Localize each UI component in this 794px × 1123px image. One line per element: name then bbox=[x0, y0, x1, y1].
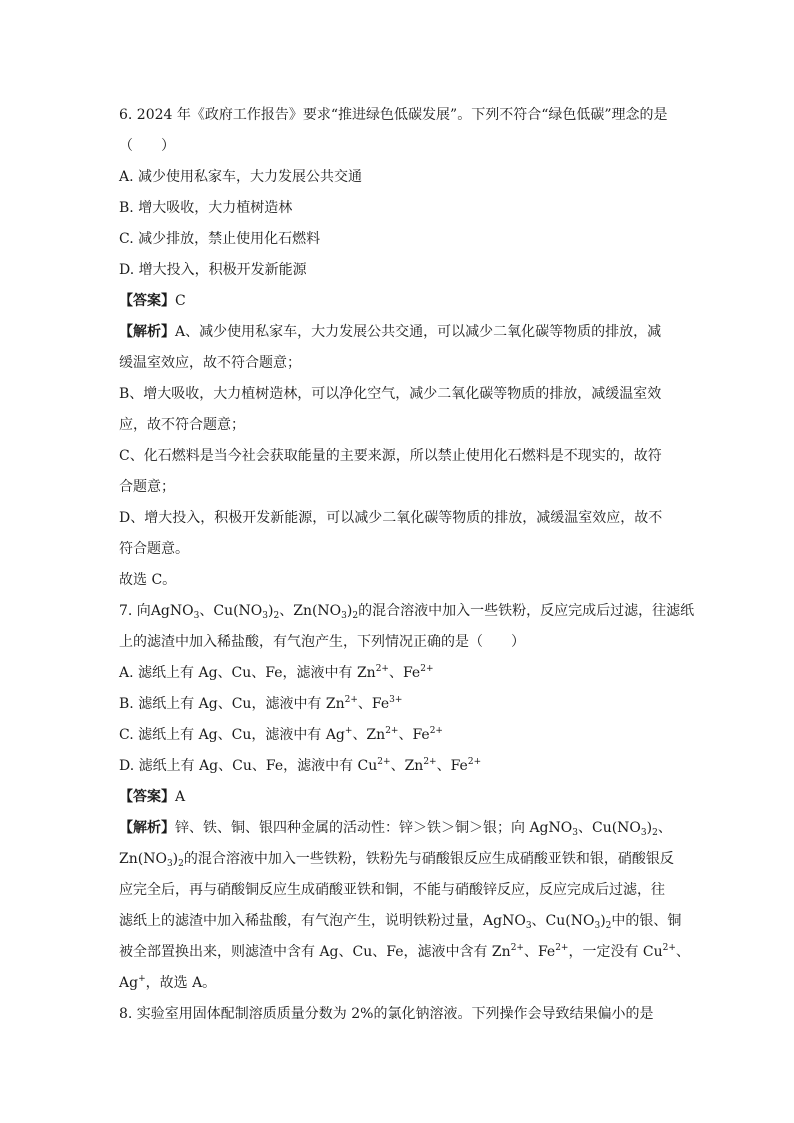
answer-label: 【答案】 bbox=[119, 789, 175, 805]
q7-analysis-line-6: Ag+，故选 A。 bbox=[119, 974, 217, 991]
q7-analysis-line-5: 被全部置换出来，则滤渣中含有 Ag、Cu、Fe，滤液中含有 $Zn^{2+}$、$Fe^{2+}$，一定没有 $Cu^{2+}$、 bbox=[119, 943, 690, 960]
q6-option-d: D. 增大投入，积极开发新能源 bbox=[119, 262, 307, 278]
q6-analysis-line-6: 合题意； bbox=[119, 479, 175, 495]
answer-value: C bbox=[175, 293, 186, 309]
q6-answer bbox=[119, 286, 679, 317]
q7-answer bbox=[119, 782, 679, 813]
analysis-text: A、减少使用私家车，大力发展公共交通，可以减少二氧化碳等物质的排放，减 bbox=[175, 324, 662, 340]
q6-analysis-line-5: C、化石燃料是当今社会获取能量的主要来源，所以禁止使用化石燃料是不现实的，故符 bbox=[119, 448, 662, 464]
q7-analysis-line-3: 应完全后，再与硝酸铜反应生成硝酸亚铁和铜，不能与硝酸锌反应，反应完成后过滤，往 bbox=[119, 882, 665, 898]
q8-stem-line-1: 8. 实验室用固体配制溶质质量分数为 2%的氯化钠溶液。下列操作会导致结果偏小的是 bbox=[119, 1006, 654, 1022]
q6-option-c: C. 减少排放，禁止使用化石燃料 bbox=[119, 231, 321, 247]
q6-analysis-line-7: D、增大投入，积极开发新能源，可以减少二氧化碳等物质的排放，减缓温室效应，故不 bbox=[119, 510, 663, 526]
exam-page bbox=[119, 100, 695, 1030]
q7-analysis-line-2: $Zn(NO_3)_2$的混合溶液中加入一些铁粉，铁粉先与硝酸银反应生成硝酸亚铁和银，硝酸银反 bbox=[119, 851, 674, 869]
q6-stem-line-1: 6. 2024 年《政府工作报告》要求“推进绿色低碳发展”。下列不符合“绿色低碳”理念的是 bbox=[119, 107, 668, 123]
q6-analysis-line-2: 缓温室效应，故不符合题意； bbox=[119, 355, 301, 371]
q6-analysis-line-3: B、增大吸收，大力植树造林，可以净化空气，减少二氧化碳等物质的排放，减缓温室效 bbox=[119, 386, 662, 402]
q7-stem-line-2: 上的滤渣中加入稀盐酸，有气泡产生，下列情况正确的是（ ） bbox=[119, 634, 525, 650]
q7-stem-line-1: 7. 向AgNO$_3$、$Cu(NO_3)_2$、$Zn(NO_3)_2$的混合溶液中加入一些铁粉，反应完成后过滤，往滤纸 bbox=[119, 603, 695, 621]
q6-conclusion: 故选 C。 bbox=[119, 572, 177, 588]
analysis-label: 【解析】 bbox=[119, 324, 175, 340]
q7-analysis-line-1: 【解析】锌、铁、铜、银四种金属的活动性：锌＞铁＞铜＞银；向 AgNO$_3$、$Cu(NO_3)_2$、 bbox=[119, 820, 672, 838]
analysis-label: 【解析】 bbox=[119, 820, 175, 836]
q7-option-b: B. 滤纸上有 Ag、Cu，滤液中有 $Zn^{2+}$、$Fe^{3+}$ bbox=[119, 695, 403, 712]
q7-analysis-line-4: 滤纸上的滤渣中加入稀盐酸，有气泡产生，说明铁粉过量，AgNO$_3$、$Cu(NO_3)_2$中的银、铜 bbox=[119, 913, 682, 931]
q6-analysis-line-8: 符合题意。 bbox=[119, 541, 189, 557]
q7-option-a: A. 滤纸上有 Ag、Cu、Fe，滤液中有 $Zn^{2+}$、$Fe^{2+}$ bbox=[119, 664, 434, 681]
answer-label: 【答案】 bbox=[119, 293, 175, 309]
q6-option-a: A. 减少使用私家车，大力发展公共交通 bbox=[119, 169, 363, 185]
q6-analysis-line-1 bbox=[119, 317, 679, 348]
q7-option-c: C. 滤纸上有 Ag、Cu，滤液中有 Ag+、$Zn^{2+}$、$Fe^{2+}$ bbox=[119, 726, 443, 743]
q6-option-b: B. 增大吸收，大力植树造林 bbox=[119, 200, 293, 216]
q6-stem-line-2: （ ） bbox=[119, 138, 175, 154]
answer-value: A bbox=[175, 789, 186, 805]
q7-option-d: D. 滤纸上有 Ag、Cu、Fe，滤液中有 $Cu^{2+}$、$Zn^{2+}$、$Fe^{2+}$ bbox=[119, 757, 482, 774]
q6-analysis-line-4: 应，故不符合题意； bbox=[119, 417, 245, 433]
